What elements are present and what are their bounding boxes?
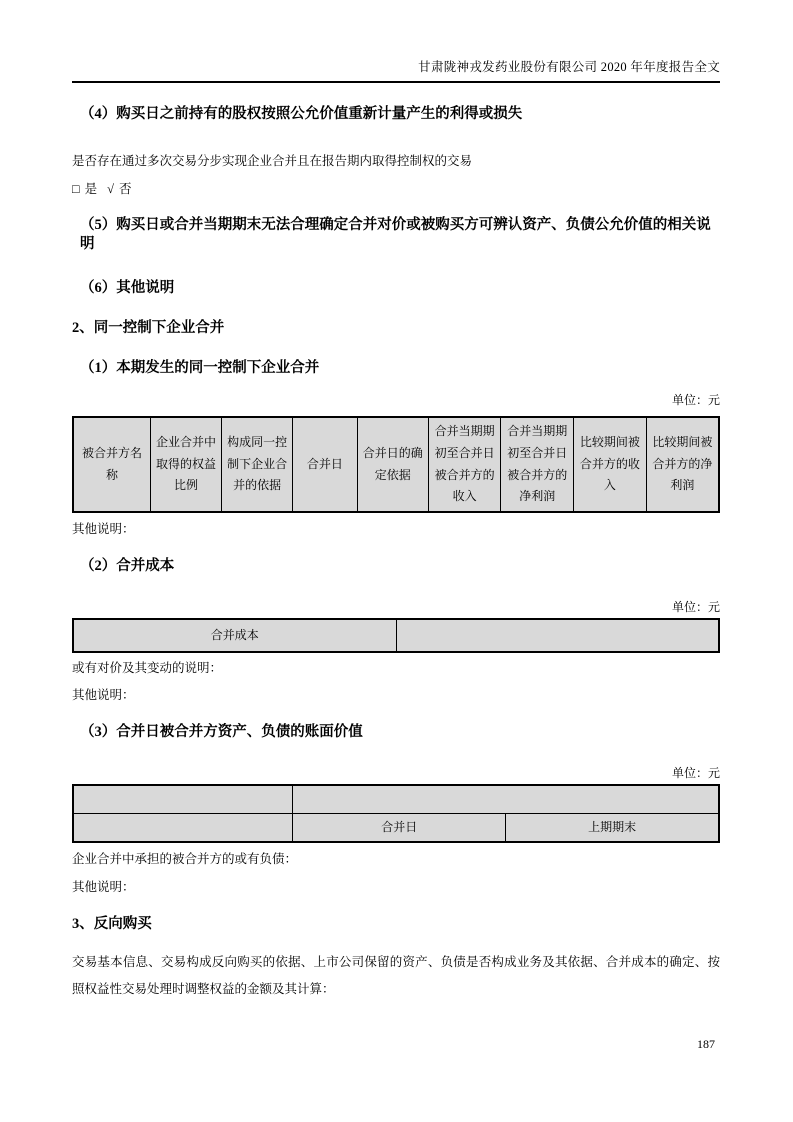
unit-label-table2: 单位：元 xyxy=(671,600,720,615)
unit-label-table1: 单位：元 xyxy=(671,393,720,408)
table3-top-span-cell xyxy=(293,785,719,814)
table2-merger-cost-label-cell: 合并成本 xyxy=(73,619,396,652)
reverse-purchase-paragraph: 交易基本信息、交易构成反向购买的依据、上市公司保留的资产、负债是否构成业务及其依据、合并成本的确定、按照权益性交易处理时调整权益的金额及其计算： xyxy=(72,955,720,996)
table3-header-prior-period-end: 上期期末 xyxy=(506,814,719,843)
section-2-1-heading: （1）本期发生的同一控制下企业合并 xyxy=(80,360,320,377)
table1-header-merger-date-basis: 合并日的确定依据 xyxy=(357,417,428,512)
table3-header-merger-date: 合并日 xyxy=(293,814,506,843)
book-value-table xyxy=(72,784,720,843)
contingent-consideration-note: 或有对价及其变动的说明： xyxy=(72,661,223,676)
section-6-heading: （6）其他说明 xyxy=(80,279,175,296)
common-control-merger-table xyxy=(72,416,720,513)
section-3-heading: 3、反向购买 xyxy=(72,916,152,933)
table3-item-label-cell xyxy=(73,814,293,843)
yes-label: 是 xyxy=(84,182,98,197)
table1-header-period-revenue: 合并当期期初至合并日被合并方的收入 xyxy=(428,417,501,512)
section-2-3-heading: （3）合并日被合并方资产、负债的账面价值 xyxy=(80,724,363,741)
table3-corner-cell xyxy=(73,785,293,814)
table1-header-comparative-net-profit: 比较期间被合并方的净利润 xyxy=(646,417,719,512)
other-note-table1: 其他说明： xyxy=(72,522,135,537)
merger-cost-table xyxy=(72,618,720,653)
section-5-heading: （5）购买日或合并当期期末无法合理确定合并对价或被购买方可辨认资产、负债公允价值的相关说明 xyxy=(80,216,711,252)
table1-header-equity-ratio: 企业合并中取得的权益比例 xyxy=(151,417,222,512)
table2-merger-cost-value-cell xyxy=(396,619,719,652)
checkmark-icon: √ xyxy=(107,182,114,197)
multi-step-merger-question: 是否存在通过多次交易分步实现企业合并且在报告期内取得控制权的交易 xyxy=(72,153,473,168)
table-row xyxy=(73,785,719,814)
page-number: 187 xyxy=(697,1037,715,1051)
section-4-heading: （4）购买日之前持有的股权按照公允价值重新计量产生的利得或损失 xyxy=(80,106,523,122)
table1-header-period-net-profit: 合并当期期初至合并日被合并方的净利润 xyxy=(501,417,574,512)
yes-no-answer-line xyxy=(72,181,720,199)
unit-label-table3: 单位：元 xyxy=(671,766,720,781)
section-2-heading: 2、同一控制下企业合并 xyxy=(72,320,225,337)
checkbox-unchecked-icon: □ xyxy=(72,182,80,197)
page-header xyxy=(72,0,720,83)
table1-header-comparative-revenue: 比较期间被合并方的收入 xyxy=(574,417,647,512)
table-row xyxy=(73,619,719,652)
table-row xyxy=(73,417,719,512)
table1-header-merger-date: 合并日 xyxy=(293,417,358,512)
page-header-title: 甘肃陇神戎发药业股份有限公司 2020 年年度报告全文 xyxy=(418,60,720,74)
contingent-liability-note: 企业合并中承担的被合并方的或有负债： xyxy=(72,852,298,867)
other-note-table2: 其他说明： xyxy=(72,687,135,702)
other-note-table3: 其他说明： xyxy=(72,879,135,894)
table1-header-merged-party-name: 被合并方名称 xyxy=(73,417,151,512)
page-content xyxy=(72,0,720,1003)
section-2-2-heading: （2）合并成本 xyxy=(80,557,175,574)
table1-header-common-control-basis: 构成同一控制下企业合并的依据 xyxy=(222,417,293,512)
table-row xyxy=(73,814,719,843)
no-label: 否 xyxy=(118,182,132,197)
